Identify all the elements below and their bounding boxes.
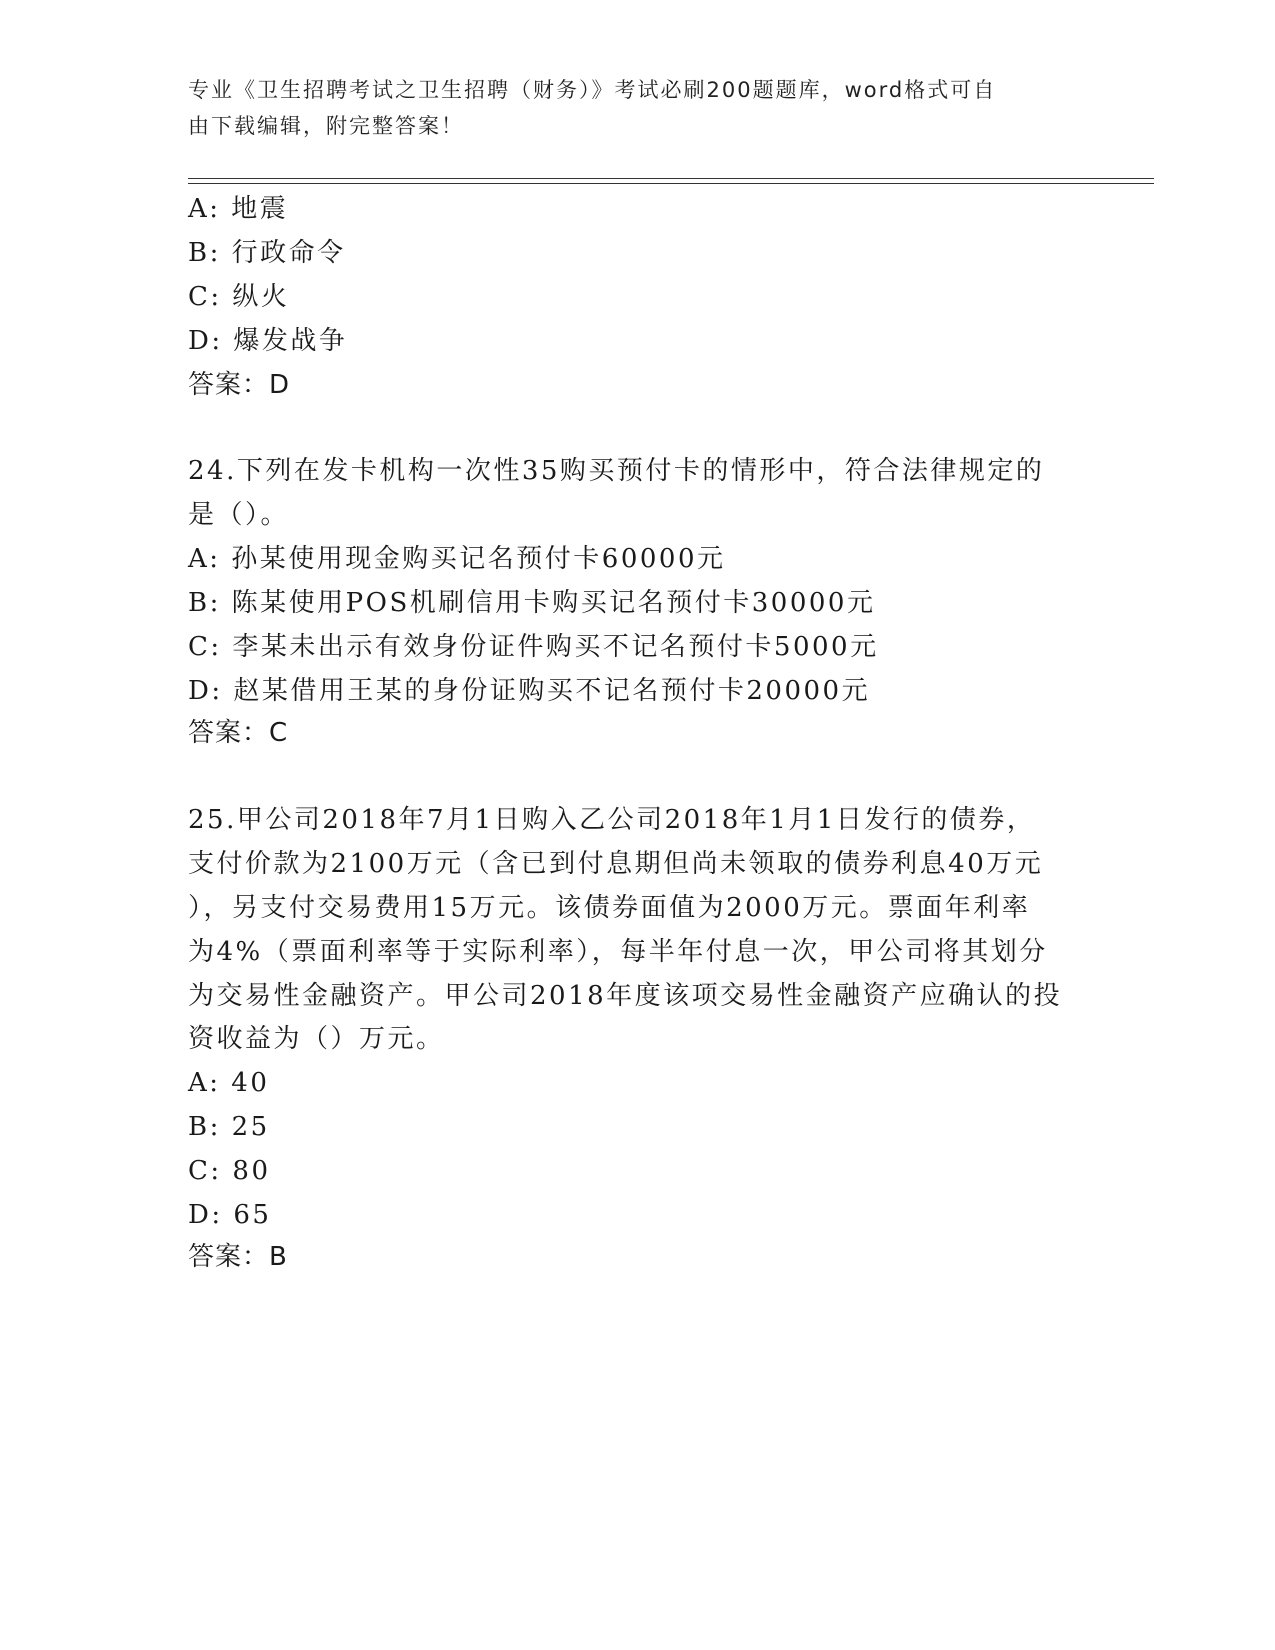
q25-stem-line-1: 25.甲公司2018年7月1日购入乙公司2018年1月1日发行的债券， [188,805,1036,835]
q25-stem-line-3: ），另支付交易费用15万元。该债券面值为2000万元。票面年利率 [188,893,1031,923]
q23-option-a: A: 地震 [188,194,289,224]
q25-option-c: C: 80 [188,1156,271,1186]
q24-stem-line-2: 是（）。 [188,500,290,530]
q23-option-d: D: 爆发战争 [188,326,348,356]
q25-stem-line-6: 资收益为（）万元。 [188,1024,445,1054]
q23-option-c: C: 纵火 [188,282,290,312]
q24-answer: 答案：C [188,718,289,748]
q25-option-a: A: 40 [188,1068,270,1098]
document-header [188,72,1068,144]
q23-answer: 答案：D [188,370,291,400]
q25-stem-line-5: 为交易性金融资产。甲公司2018年度该项交易性金融资产应确认的投 [188,981,1063,1011]
q24-option-d: D: 赵某借用王某的身份证购买不记名预付卡20000元 [188,676,871,706]
q24-option-c: C: 李某未出示有效身份证件购买不记名预付卡5000元 [188,632,879,662]
q25-stem-line-2: 支付价款为2100万元（含已到付息期但尚未领取的债券利息40万元 [188,849,1044,879]
header-divider-bottom [188,183,1154,184]
header-line-2: 由下载编辑，附完整答案！ [188,114,464,138]
header-line-1: 专业《卫生招聘考试之卫生招聘（财务）》考试必刷200题题库，word格式可自 [188,78,997,102]
q25-stem-line-4: 为4%（票面利率等于实际利率），每半年付息一次，甲公司将其划分 [188,937,1048,967]
header-divider-top [188,178,1154,179]
q24-option-b: B: 陈某使用POS机刷信用卡购买记名预付卡30000元 [188,588,876,618]
q24-stem-line-1: 24.下列在发卡机构一次性35购买预付卡的情形中，符合法律规定的 [188,456,1045,486]
q25-option-b: B: 25 [188,1112,270,1142]
q23-option-b: B: 行政命令 [188,238,346,268]
q25-option-d: D: 65 [188,1200,272,1230]
q24-option-a: A: 孙某使用现金购买记名预付卡60000元 [188,544,726,574]
q25-answer: 答案：B [188,1242,288,1272]
